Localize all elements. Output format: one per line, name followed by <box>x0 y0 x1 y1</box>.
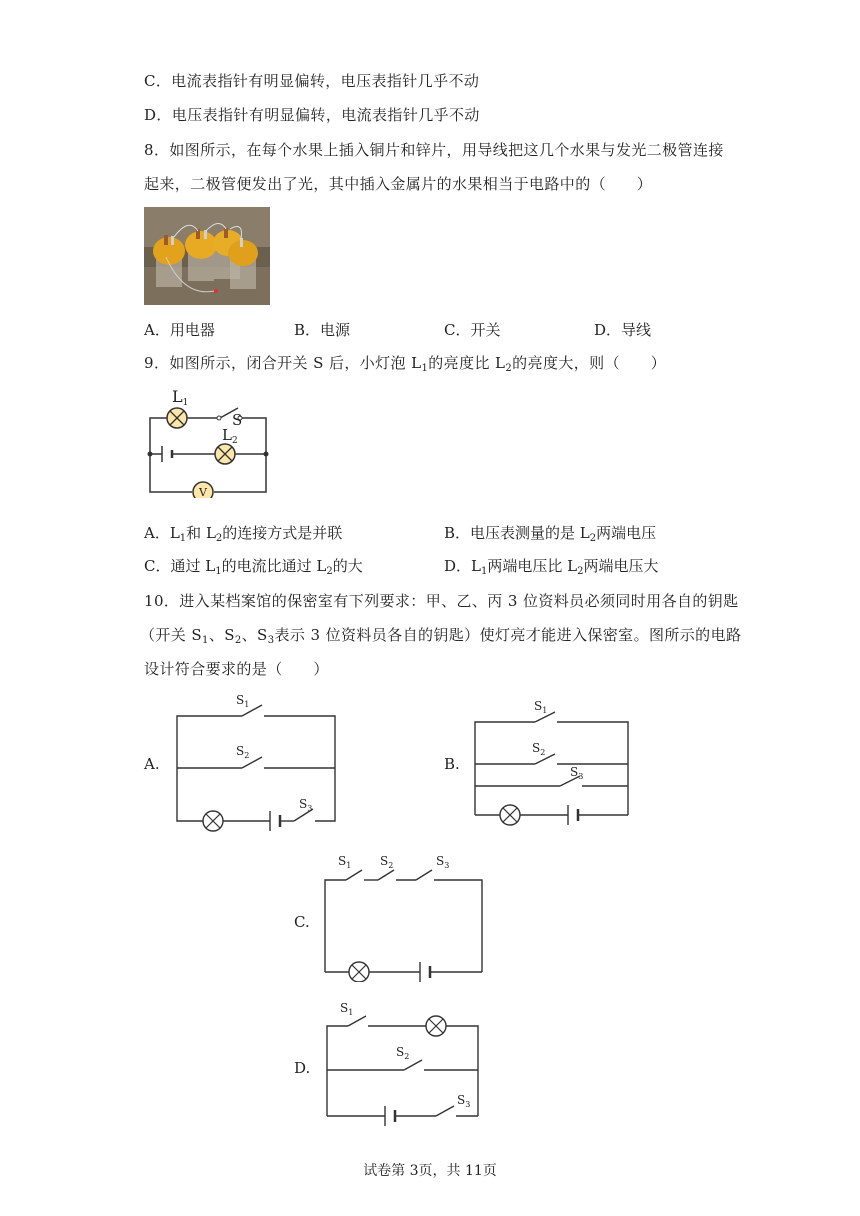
switch-s3-label: $S_3$ <box>436 854 450 870</box>
q9-option-b: B．电压表测量的是 $L_2$两端电压 <box>444 524 657 544</box>
q10-stem-line3: 设计符合要求的是（ ） <box>144 660 329 678</box>
switch-s2-label: $S_2$ <box>236 744 250 760</box>
q10-stem-line1: 10．进入某档案馆的保密室有下列要求：甲、乙、丙 3 位资料员必须同时用各自的钥匙 <box>144 592 739 610</box>
switch-s3-label: $S_3$ <box>457 1093 471 1109</box>
q10-circuit-a <box>170 688 350 840</box>
voltmeter-label: V <box>199 486 207 498</box>
q9-option-c: C．通过 $L_1$的电流比通过 $L_2$的大 <box>144 557 363 577</box>
q8-stem-line2: 起来，二极管便发出了光，其中插入金属片的水果相当于电路中的（ ） <box>144 175 653 193</box>
fruit-battery-photo <box>144 207 270 305</box>
q10-stem-line2: （开关 $S_1$、$S_2$、$S_3$表示 3 位资料员各自的钥匙）使灯亮才能进入保密室。图所示的电路 <box>140 626 742 646</box>
q9-circuit-diagram <box>140 386 280 498</box>
l1-label: L1 <box>172 387 189 408</box>
q9-option-a: A．$L_1$和 $L_2$的连接方式是并联 <box>144 524 343 544</box>
switch-s1-label: $S_1$ <box>340 1001 354 1017</box>
page-footer: 试卷第 3页，共 11页 <box>363 1163 497 1179</box>
q9-option-d: D．$L_1$两端电压比 $L_2$两端电压大 <box>444 557 659 577</box>
q10-label-c: C. <box>294 913 310 931</box>
q8-option-b: B．电源 <box>294 321 351 339</box>
q9-stem: 9．如图所示，闭合开关 S 后，小灯泡 $L_1$的亮度比 $L_2$的亮度大，则（ ） <box>144 354 667 374</box>
switch-s1-label: $S_1$ <box>534 699 548 715</box>
l2-label: $L_2$ <box>222 426 238 446</box>
switch-s-label: S <box>232 411 243 429</box>
q10-circuit-d <box>320 998 490 1138</box>
q10-label-a: A. <box>144 755 160 773</box>
q10-circuit-b <box>470 692 635 832</box>
q8-option-c: C．开关 <box>444 321 501 339</box>
q10-circuit-c <box>320 852 490 982</box>
q7-option-d: D．电压表指针有明显偏转，电流表指针几乎不动 <box>144 106 480 124</box>
switch-s2-label: $S_2$ <box>380 854 394 870</box>
q8-option-d: D．导线 <box>594 321 652 339</box>
q8-stem-line1: 8．如图所示，在每个水果上插入铜片和锌片，用导线把这几个水果与发光二极管连接 <box>144 141 724 159</box>
switch-s3-label: $S_3$ <box>299 797 313 813</box>
switch-s1-label: $S_1$ <box>236 693 250 709</box>
switch-s2-label: $S_2$ <box>396 1045 410 1061</box>
q10-label-d: D. <box>294 1059 311 1077</box>
q8-option-a: A．用电器 <box>144 321 215 339</box>
switch-s2-label: $S_2$ <box>532 741 546 757</box>
q7-option-c: C．电流表指针有明显偏转，电压表指针几乎不动 <box>144 72 480 90</box>
switch-s1-label: $S_1$ <box>338 854 352 870</box>
q10-label-b: B. <box>444 755 460 773</box>
switch-s3-label: $S_3$ <box>570 765 584 781</box>
